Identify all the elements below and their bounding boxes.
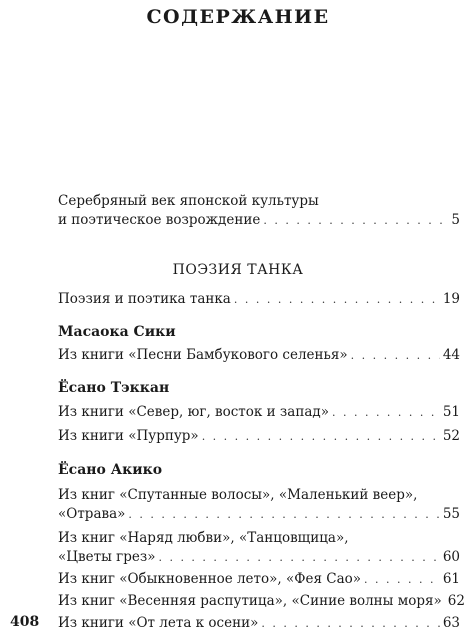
toc-entry-label: Из книги «Пурпур» (58, 428, 199, 444)
toc-entry-label: Из книг «Весенняя распутица», «Синие волны моря» (58, 593, 442, 609)
toc-entry[interactable] (58, 614, 460, 633)
dot-leader (261, 614, 439, 633)
toc-entry[interactable] (58, 486, 460, 524)
page-number: 63 (442, 615, 460, 631)
dot-leader (332, 403, 440, 422)
dot-leader (364, 570, 440, 589)
dot-leader (158, 548, 439, 567)
toc-entry-label: «Цветы грез» (58, 549, 156, 565)
page-number: 19 (442, 291, 460, 307)
toc-entry-label: Из книги «Песни Бамбукового селенья» (58, 347, 348, 363)
toc-entry[interactable] (58, 427, 460, 446)
author-heading: Ёсано Акико (58, 462, 163, 478)
toc-entry[interactable] (58, 529, 460, 567)
toc-entry-poetics[interactable] (58, 290, 460, 309)
toc-entry[interactable] (58, 403, 460, 422)
toc-entry-label: «Отрава» (58, 506, 126, 522)
toc-entry-line: Серебряный век японской культуры (58, 193, 319, 209)
folio-page-number: 408 (10, 614, 40, 630)
dot-leader (202, 427, 440, 446)
section-heading: ПОЭЗИЯ ТАНКА (172, 262, 304, 278)
toc-entry-label: Из книг «Обыкновенное лето», «Фея Сао» (58, 571, 362, 587)
dot-leader (234, 290, 440, 309)
page-title: СОДЕРЖАНИЕ (146, 6, 330, 28)
dot-leader (263, 211, 443, 230)
page-number: 61 (442, 571, 460, 587)
toc-entry-line: Из книг «Спутанные волосы», «Маленький веер», (58, 487, 418, 503)
dot-leader (351, 346, 440, 365)
toc-entry[interactable] (58, 346, 460, 365)
page-number: 51 (442, 404, 460, 420)
page-number: 60 (442, 549, 460, 565)
toc-entry-label: Из книги «Север, юг, восток и запад» (58, 404, 329, 420)
author-heading: Ёсано Тэккан (58, 380, 170, 396)
page-number: 55 (442, 506, 460, 522)
dot-leader (128, 505, 439, 524)
toc-entry-intro[interactable] (58, 192, 460, 230)
page-number: 5 (451, 212, 460, 228)
toc-entry-line: Из книг «Наряд любви», «Танцовщица», (58, 530, 349, 546)
toc-entry-label: Поэзия и поэтика танка (58, 291, 231, 307)
toc-entry-label: Из книги «От лета к осени» (58, 615, 259, 631)
toc-entry[interactable] (58, 592, 465, 611)
page-number: 44 (442, 347, 460, 363)
page-number: 52 (442, 428, 460, 444)
author-heading: Масаока Сики (58, 324, 176, 340)
toc-entry[interactable] (58, 570, 460, 589)
toc-entry-label: и поэтическое возрождение (58, 212, 261, 228)
page-number: 62 (447, 593, 465, 609)
